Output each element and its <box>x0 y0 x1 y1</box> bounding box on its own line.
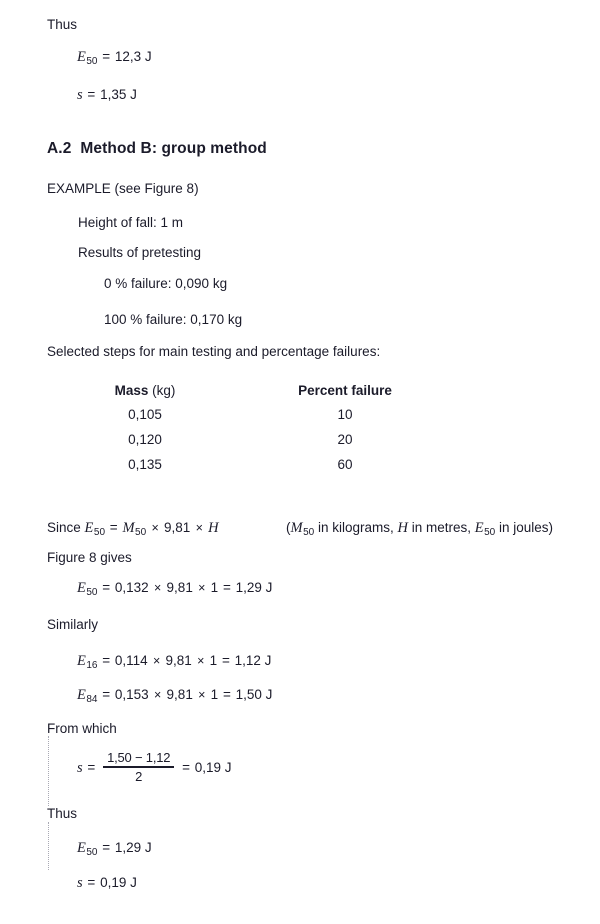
multiply-sign: × <box>198 688 206 702</box>
calc-e50-line <box>77 581 272 598</box>
final-e50-line <box>77 841 152 858</box>
variable-h: H <box>208 520 219 536</box>
section-heading <box>47 140 267 157</box>
since-formula-line <box>47 521 219 538</box>
multiply-sign: × <box>151 521 159 535</box>
units-h-text: in metres, <box>407 520 475 535</box>
change-bar-lower <box>48 822 49 870</box>
cell-percent: 60 <box>337 457 353 472</box>
gravity-constant: 9,81 <box>166 580 193 595</box>
variable-e: E <box>77 840 86 856</box>
failure-0-percent: 0 % failure: 0,090 kg <box>104 276 228 291</box>
variable-e: E <box>77 687 86 703</box>
equals-sign: = <box>222 687 231 702</box>
multiply-sign: × <box>153 581 162 595</box>
thus-label-2: Thus <box>47 806 78 821</box>
column-header-percent: Percent failure <box>298 383 392 398</box>
thus-label-1: Thus <box>47 17 78 32</box>
table-header-row <box>0 383 600 407</box>
height-of-fall: Height of fall: 1 m <box>78 215 184 230</box>
fraction <box>103 751 174 784</box>
result-value: 12,3 J <box>114 49 152 64</box>
table-row <box>0 432 600 457</box>
subscript-50: 50 <box>86 587 98 599</box>
multiply-sign: × <box>152 654 161 668</box>
variable-e: E <box>77 653 86 669</box>
mass-value: 0,153 <box>114 687 149 702</box>
cell-percent: 20 <box>337 432 353 447</box>
variable-s: s <box>77 875 83 891</box>
result-s-line <box>77 88 137 104</box>
equals-sign: = <box>221 653 230 668</box>
equals-sign: = <box>102 580 111 595</box>
paren-open: ( <box>286 520 291 535</box>
header-mass-unit: (kg) <box>152 383 176 398</box>
cell-mass: 0,120 <box>128 432 162 447</box>
result-e50-line <box>77 50 152 67</box>
equals-sign: = <box>102 653 111 668</box>
variable-m: M <box>290 520 303 536</box>
gravity-constant: 9,81 <box>166 687 193 702</box>
height-value: 1 <box>209 653 218 668</box>
result-value: 1,35 J <box>100 87 137 102</box>
multiply-sign: × <box>198 581 206 595</box>
gravity-constant: 9,81 <box>164 520 191 535</box>
figure-gives-label: Figure 8 gives <box>47 550 132 565</box>
result-value: 1,50 J <box>235 687 273 702</box>
calc-e84-line <box>77 688 272 705</box>
s-formula-line <box>77 752 232 785</box>
subscript-50: 50 <box>93 527 106 539</box>
result-value: 1,29 J <box>114 840 152 855</box>
multiply-sign: × <box>197 654 205 668</box>
header-mass-label: Mass <box>114 383 149 398</box>
example-label: EXAMPLE (see Figure 8) <box>47 181 199 196</box>
variable-s: s <box>77 760 83 777</box>
subscript-16: 16 <box>86 660 98 672</box>
variable-e: E <box>77 49 86 65</box>
subscript-84: 84 <box>86 694 98 706</box>
height-value: 1 <box>210 580 219 595</box>
result-value: 1,29 J <box>235 580 273 595</box>
variable-s: s <box>77 87 83 103</box>
mass-value: 0,114 <box>114 653 148 668</box>
fraction-numerator: 1,50 − 1,12 <box>107 750 171 765</box>
units-note <box>286 521 553 538</box>
fraction-denominator: 2 <box>135 768 143 784</box>
cell-mass: 0,135 <box>128 457 162 472</box>
similarly-label: Similarly <box>47 617 99 632</box>
section-number: A.2 <box>47 140 72 157</box>
variable-e: E <box>474 520 484 536</box>
variable-e: E <box>77 580 86 596</box>
equals-sign: = <box>87 760 96 776</box>
section-title: Method B: group method <box>80 140 267 157</box>
column-header-mass <box>70 383 220 398</box>
results-of-pretesting: Results of pretesting <box>78 245 202 260</box>
variable-m: M <box>122 520 135 536</box>
subscript-50: 50 <box>484 527 496 539</box>
mass-value: 0,132 <box>114 580 149 595</box>
equals-sign: = <box>87 875 96 890</box>
calc-e16-line <box>77 654 271 671</box>
equals-sign: = <box>182 760 190 776</box>
from-which-label: From which <box>47 721 117 736</box>
subscript-50: 50 <box>86 847 98 859</box>
result-value: 1,12 J <box>234 653 272 668</box>
cell-mass: 0,105 <box>128 407 162 422</box>
table-row <box>0 457 600 482</box>
subscript-50: 50 <box>135 527 147 539</box>
result-value: 0,19 J <box>194 760 232 776</box>
variable-h: H <box>397 520 408 536</box>
result-value: 0,19 J <box>100 875 137 890</box>
equals-sign: = <box>222 580 231 595</box>
variable-e: E <box>84 520 94 536</box>
equals-sign: = <box>102 49 111 64</box>
gravity-constant: 9,81 <box>165 653 192 668</box>
subscript-50: 50 <box>86 56 98 68</box>
equals-sign: = <box>102 840 111 855</box>
table-intro: Selected steps for main testing and percentage failures: <box>47 344 381 359</box>
subscript-50: 50 <box>303 527 315 539</box>
fraction-bar <box>103 766 174 767</box>
equals-sign: = <box>102 687 111 702</box>
paren-close: ) <box>548 520 554 535</box>
final-s-line <box>77 876 137 892</box>
multiply-sign: × <box>153 688 162 702</box>
failure-100-percent: 100 % failure: 0,170 kg <box>104 312 243 327</box>
table-row <box>0 407 600 432</box>
since-prefix: Since <box>47 520 81 535</box>
height-value: 1 <box>210 687 219 702</box>
multiply-sign: × <box>195 521 203 535</box>
equals-sign: = <box>109 520 118 535</box>
cell-percent: 10 <box>337 407 353 422</box>
units-m-text: in kilograms, <box>314 520 398 535</box>
units-e-text: in joules <box>495 520 549 535</box>
results-table <box>0 383 600 482</box>
equals-sign: = <box>87 87 96 102</box>
change-bar-upper <box>48 736 49 806</box>
